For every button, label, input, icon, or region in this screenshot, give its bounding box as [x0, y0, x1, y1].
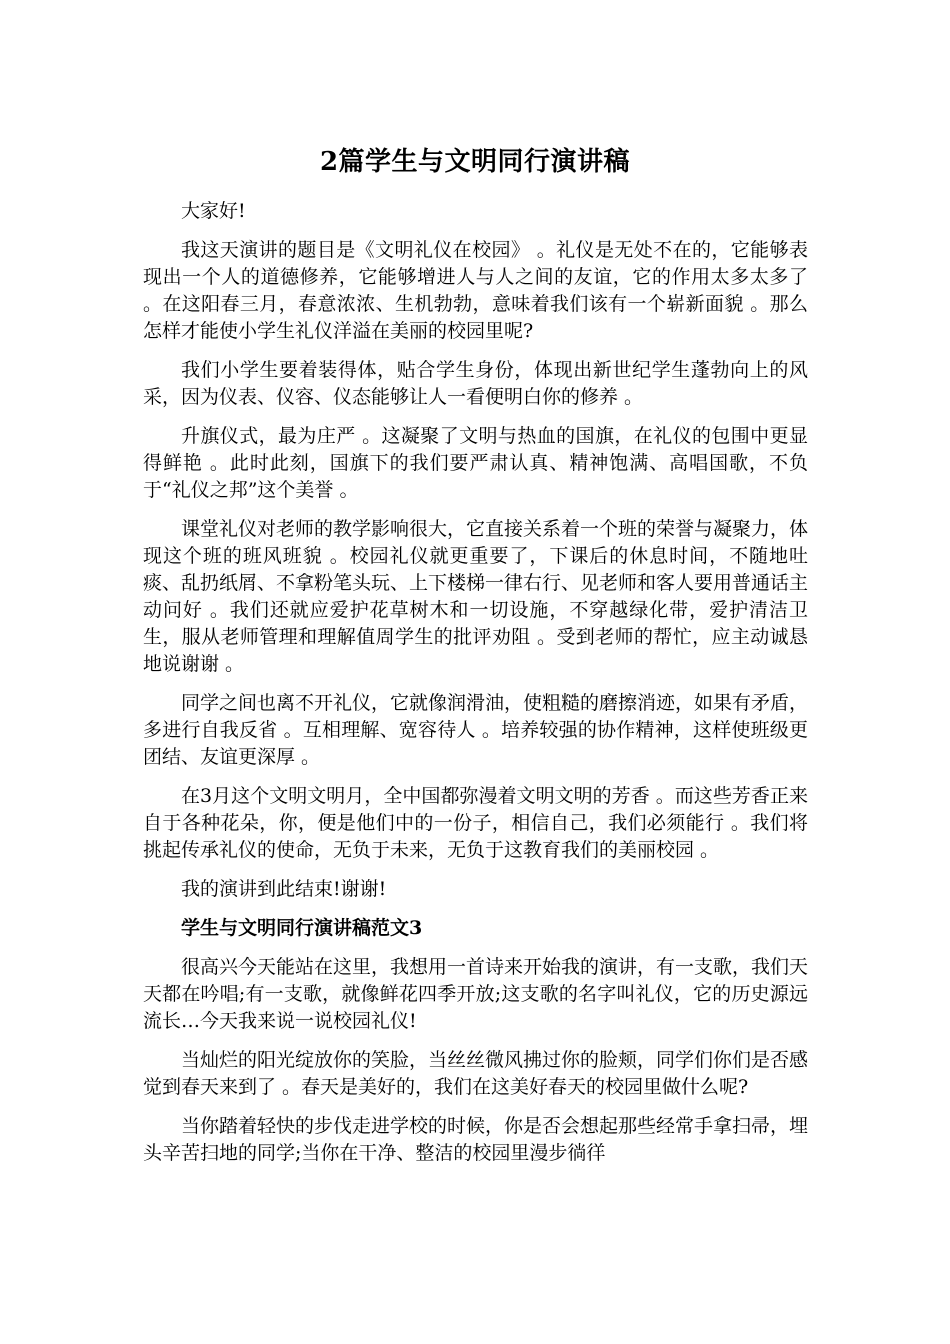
body-paragraph: 我这天演讲的题目是《文明礼仪在校园》 。礼仪是无处不在的，它能够表现出一个人的道德修养，它能够增进人与人之间的友谊，它的作用太多太多了 。在这阳春三月，春意浓浓、生机勃勃，意味着我们该有一个崭新面貌 。那么怎样才能使小学生礼仪洋溢在美丽的校园里呢?: [143, 239, 808, 342]
greeting-paragraph: 大家好!: [181, 200, 246, 222]
body-paragraph: 当灿烂的阳光绽放你的笑脸，当丝丝微风拂过你的脸颊，同学们你们是否感觉到春天来到了 。春天是美好的，我们在这美好春天的校园里做什么呢?: [143, 1049, 809, 1098]
document-body: [143, 198, 808, 1179]
body-paragraph: 同学之间也离不开礼仪，它就像润滑油，使粗糙的磨擦消迹，如果有矛盾，多进行自我反省 。互相理解、宽容待人 。培养较强的协作精神，这样使班级更团结、友谊更深厚 。: [143, 692, 809, 768]
closing-paragraph: 我的演讲到此结束!谢谢!: [181, 878, 387, 900]
body-paragraph: 在3月这个文明文明月，全中国都弥漫着文明文明的芳香 。而这些芳香正来自于各种花朵，你，便是他们中的一份子，相信自己，我们必须能行 。我们将挑起传承礼仪的使命，无负于未来，无负于这教育我们的美丽校园 。: [143, 785, 808, 861]
body-paragraph: 很高兴今天能站在这里，我想用一首诗来开始我的演讲，有一支歌，我们天天都在吟唱;有一支歌，就像鲜花四季开放;这支歌的名字叫礼仪，它的历史源远流长…今天我来说一说校园礼仪!: [143, 956, 809, 1032]
section-heading: 学生与文明同行演讲稿范文3: [181, 917, 423, 939]
document-title: 2篇学生与文明同行演讲稿: [319, 147, 631, 177]
body-paragraph: 我们小学生要着装得体，贴合学生身份，体现出新世纪学生蓬勃向上的风采，因为仪表、仪容、仪态能够让人一看便明白你的修养 。: [143, 359, 808, 408]
body-paragraph: 升旗仪式，最为庄严 。这凝聚了文明与热血的国旗，在礼仪的包围中更显得鲜艳 。此时此刻，国旗下的我们要严肃认真、精神饱满、高唱国歌，不负于“礼仪之邦”这个美誉 。: [143, 425, 808, 501]
body-paragraph: 课堂礼仪对老师的教学影响很大，它直接关系着一个班的荣誉与凝聚力，体现这个班的班风班貌 。校园礼仪就更重要了，下课后的休息时间，不随地吐痰、乱扔纸屑、不拿粉笔头玩、上下楼梯一律右行、见老师和客人要用普通话主动问好 。我们还就应爱护花草树木和一切设施，不穿越绿化带，爱护清洁卫生，服从老师管理和理解值周学生的批评劝阻 。受到老师的帮忙，应主动诚恳地说谢谢 。: [143, 518, 809, 675]
body-paragraph: 当你踏着轻快的步伐走进学校的时候，你是否会想起那些经常手拿扫帚，埋头辛苦扫地的同学;当你在干净、整洁的校园里漫步徜徉: [143, 1115, 809, 1164]
